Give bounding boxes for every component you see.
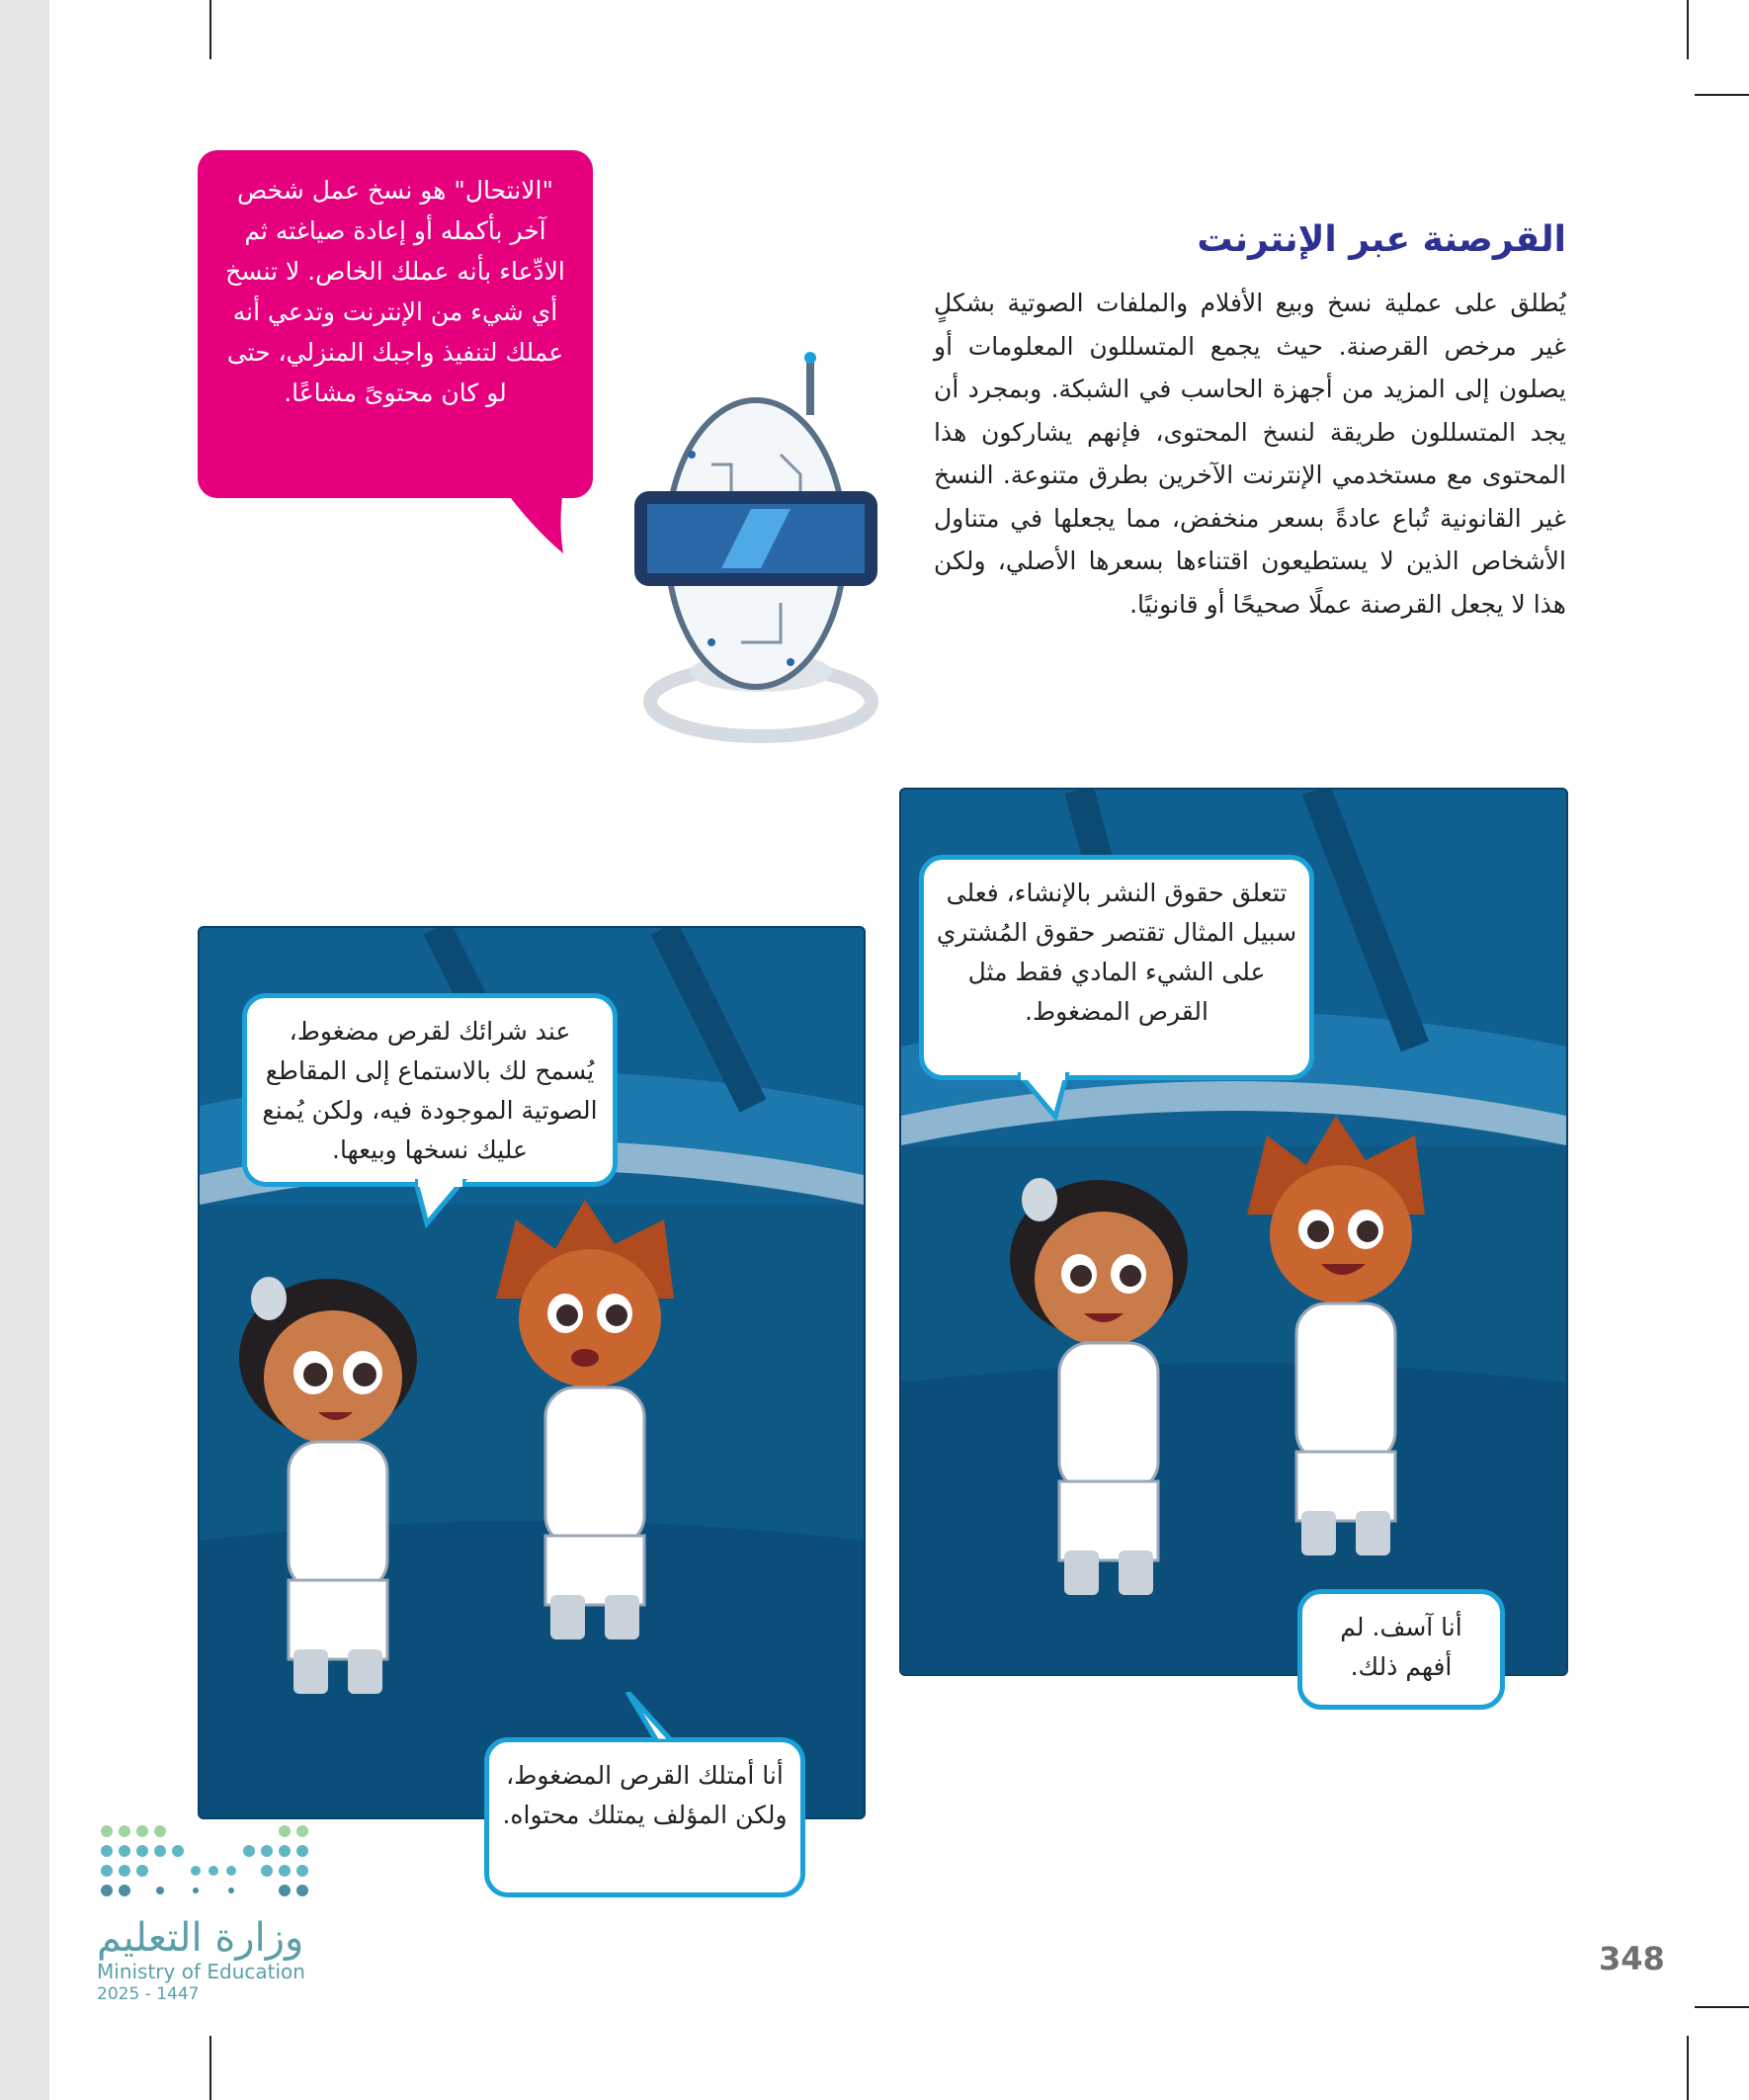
speech-bubble-left-top (242, 993, 618, 1187)
callout-bubble (198, 150, 593, 498)
speech-tail (618, 1692, 677, 1741)
crop-mark (209, 2036, 211, 2100)
speech-text: أنا آسف. لم أفهم ذلك. (1340, 1613, 1462, 1681)
section-body: يُطلق على عملية نسخ وبيع الأفلام والملفات الصوتية بشكلٍ غير مرخص القرصنة. حيث يجمع المتسللون المعلومات أو يصلون إلى المزيد من أجهزة الحاسب في الشبكة. وبمجرد أن يجد المتسللون طريقة لنسخ المحتوى، فإنهم يشاركون هذا المحتوى مع مستخدمي الإنترنت الآخرين بطرق متنوعة. النسخ غير القانونية تُباع عادةً بسعر منخفض، مما يجعلها في متناول الأشخاص الذين لا يستطيعون اقتناءها بسعرها الأصلي، ولكن هذا لا يجعل القرصنة عملًا صحيحًا أو قانونيًا. (934, 289, 1566, 619)
crop-mark (209, 0, 211, 59)
page-gutter (0, 0, 49, 2100)
speech-tail (415, 1179, 474, 1228)
crop-mark (1687, 0, 1689, 59)
academic-year: 2025 - 1447 (97, 1984, 200, 2004)
crop-mark (1695, 2006, 1749, 2008)
speech-text: عند شرائك لقرص مضغوط، يُسمح لك بالاستماع إلى المقاطع الصوتية الموجودة فيه، ولكن يُمنع عليك نسخها وبيعها. (262, 1017, 598, 1164)
callout-text: "الانتحال" هو نسخ عمل شخص آخر بأكمله أو إعادة صياغته ثم الادِّعاء بأنه عملك الخاص. لا تنسخ أي شيء من الإنترنت وتدعي أنه عملك لتنفيذ واجبك المنزلي، حتى لو كان محتوىً مشاعًا. (225, 176, 565, 407)
ministry-logo-icon (97, 1821, 319, 1905)
section-title: القرصنة عبر الإنترنت (1197, 219, 1566, 260)
speech-bubble-right-top (919, 855, 1314, 1080)
ministry-name-arabic: وزارة التعليم (97, 1915, 304, 1961)
speech-tail (1018, 1072, 1077, 1122)
boy-character (1227, 1116, 1455, 1570)
girl-character (990, 1155, 1217, 1610)
speech-text: أنا أمتلك القرص المضغوط، ولكن المؤلف يمتلك محتواه. (502, 1761, 788, 1829)
crop-mark (1695, 94, 1749, 96)
page-number: 348 (1599, 1940, 1665, 1977)
speech-text: تتعلق حقوق النشر بالإنشاء، فعلى سبيل المثال تقتصر حقوق المُشتري على الشيء المادي فقط مثل القرص المضغوط. (936, 879, 1297, 1026)
girl-character (219, 1254, 447, 1709)
robot-illustration (632, 346, 879, 781)
boy-character (476, 1200, 704, 1664)
callout-tail (504, 489, 573, 558)
crop-mark (1687, 2036, 1689, 2100)
speech-bubble-right-bottom (1297, 1589, 1505, 1710)
ministry-name-english: Ministry of Education (97, 1960, 305, 1983)
speech-bubble-left-bottom (484, 1737, 805, 1897)
